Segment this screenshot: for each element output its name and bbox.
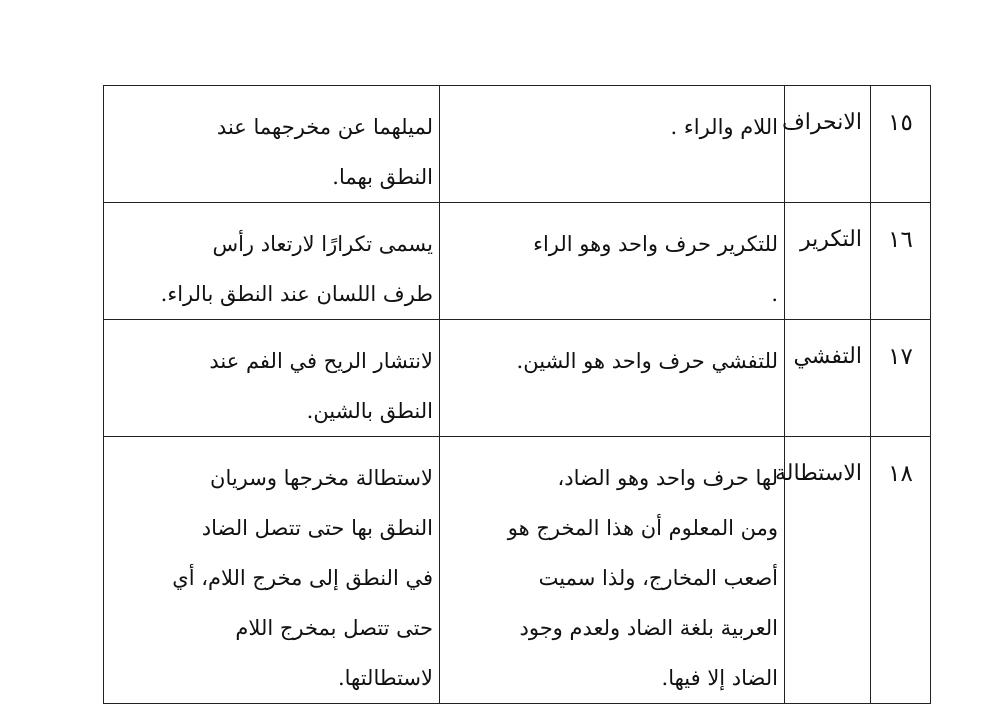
text-line: للتفشي حرف واحد هو الشين. bbox=[516, 349, 778, 373]
text-line: لاستطالة مخرجها وسريان bbox=[210, 466, 433, 490]
attribute-name: الاستطالة bbox=[785, 437, 871, 704]
text-line: النطق بالشين. bbox=[306, 399, 433, 423]
attribute-reason bbox=[104, 203, 440, 320]
attribute-definition bbox=[440, 86, 785, 203]
attribute-name: التفشي bbox=[785, 320, 871, 437]
text-line: لاستطالتها. bbox=[337, 666, 433, 690]
text-line: اللام والراء . bbox=[670, 115, 778, 139]
row-number: ١٥ bbox=[871, 86, 931, 203]
table-row bbox=[104, 203, 931, 320]
text-line: أصعب المخارج، ولذا سميت bbox=[538, 566, 778, 590]
text-line: . bbox=[771, 282, 778, 306]
attribute-reason bbox=[104, 320, 440, 437]
text-line: الضاد إلا فيها. bbox=[661, 666, 778, 690]
row-number: ١٨ bbox=[871, 437, 931, 704]
text-line: للتكرير حرف واحد وهو الراء bbox=[533, 232, 778, 256]
attribute-definition bbox=[440, 203, 785, 320]
text-line: النطق بهما. bbox=[332, 165, 433, 189]
text-line: العربية بلغة الضاد ولعدم وجود bbox=[519, 616, 778, 640]
table-row bbox=[104, 320, 931, 437]
attribute-definition bbox=[440, 437, 785, 704]
table-row bbox=[104, 437, 931, 704]
text-line: طرف اللسان عند النطق بالراء. bbox=[160, 282, 433, 306]
attribute-name: الانحراف bbox=[785, 86, 871, 203]
phonetic-attributes-table bbox=[103, 85, 931, 704]
attribute-reason bbox=[104, 86, 440, 203]
text-line: لها حرف واحد وهو الضاد، bbox=[557, 466, 778, 490]
text-line: حتى تتصل بمخرج اللام bbox=[235, 616, 433, 640]
text-line: في النطق إلى مخرج اللام، أي bbox=[172, 566, 433, 590]
attribute-definition bbox=[440, 320, 785, 437]
attribute-reason bbox=[104, 437, 440, 704]
text-line: النطق بها حتى تتصل الضاد bbox=[201, 516, 433, 540]
row-number: ١٦ bbox=[871, 203, 931, 320]
row-number: ١٧ bbox=[871, 320, 931, 437]
text-line: يسمى تكرارًا لارتعاد رأس bbox=[212, 232, 433, 256]
table-row bbox=[104, 86, 931, 203]
text-line: لانتشار الريح في الفم عند bbox=[209, 349, 433, 373]
text-line: ومن المعلوم أن هذا المخرج هو bbox=[507, 516, 778, 540]
attribute-name: التكرير bbox=[785, 203, 871, 320]
text-line: لميلهما عن مخرجهما عند bbox=[216, 115, 433, 139]
